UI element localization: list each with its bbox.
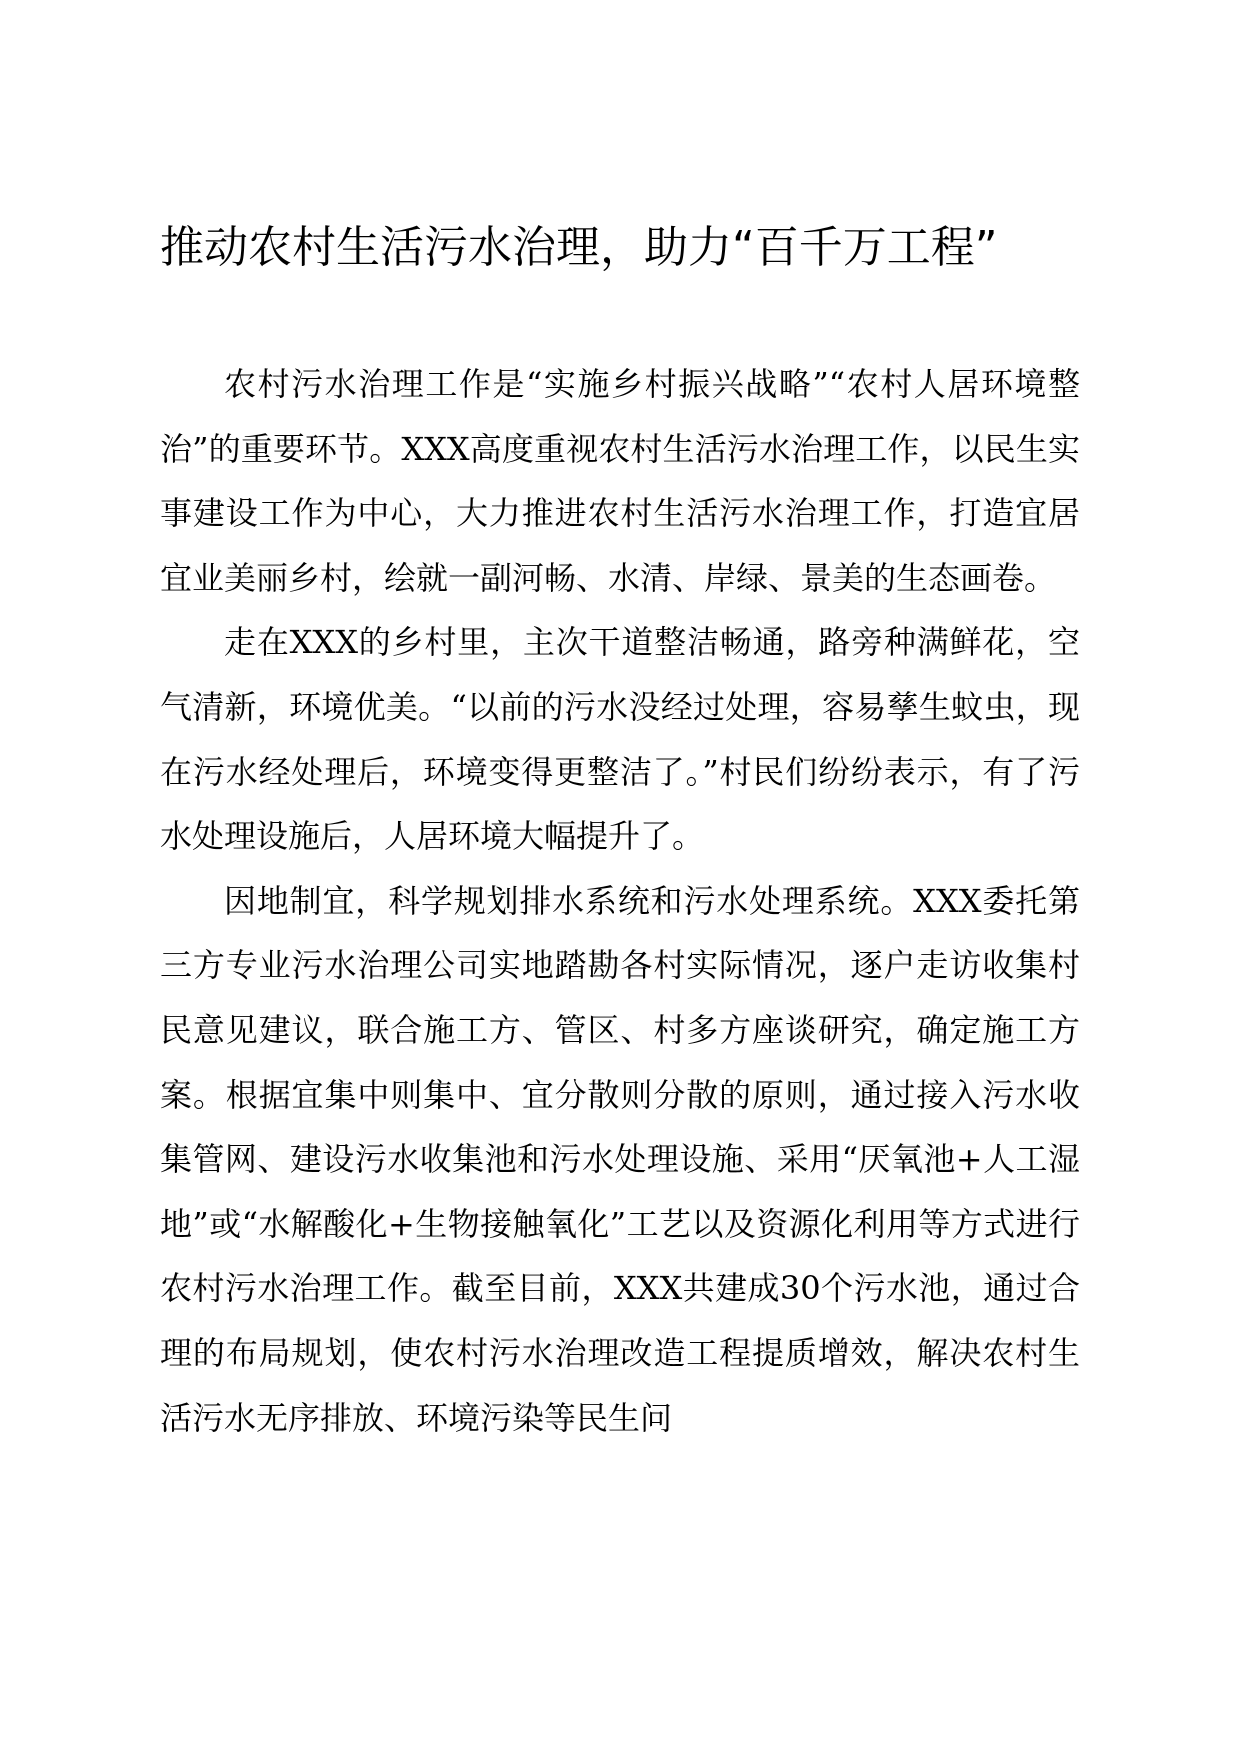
document-title: 推动农村生活污水治理，助力“百千万工程”: [160, 222, 998, 273]
paragraph-1: 农村污水治理工作是“实施乡村振兴战略”“农村人居环境整治”的重要环节。XXX高度重视农村生活污水治理工作，以民生实事建设工作为中心，大力推进农村生活污水治理工作，打造宜居宜业美丽乡村，绘就一副河畅、水清、岸绿、景美的生态画卷。: [160, 365, 1080, 597]
paragraph-3: 因地制宜，科学规划排水系统和污水处理系统。XXX委托第三方专业污水治理公司实地踏勘各村实际情况，逐户走访收集村民意见建议，联合施工方、管区、村多方座谈研究，确定施工方案。根据宜集中则集中、宜分散则分散的原则，通过接入污水收集管网、建设污水收集池和污水处理设施、采用“厌氧池+人工湿地”或“水解酸化+生物接触氧化”工艺以及资源化利用等方式进行农村污水治理工作。截至目前，XXX共建成30个污水池，通过合理的布局规划，使农村污水治理改造工程提质增效，解决农村生活污水无序排放、环境污染等民生问: [160, 881, 1080, 1437]
document-body: [160, 352, 1080, 1450]
paragraph-2: 走在XXX的乡村里，主次干道整洁畅通，路旁种满鲜花，空气清新，环境优美。“以前的污水没经过处理，容易孳生蚊虫，现在污水经处理后，环境变得更整洁了。”村民们纷纷表示，有了污水处理设施后，人居环境大幅提升了。: [160, 623, 1080, 856]
